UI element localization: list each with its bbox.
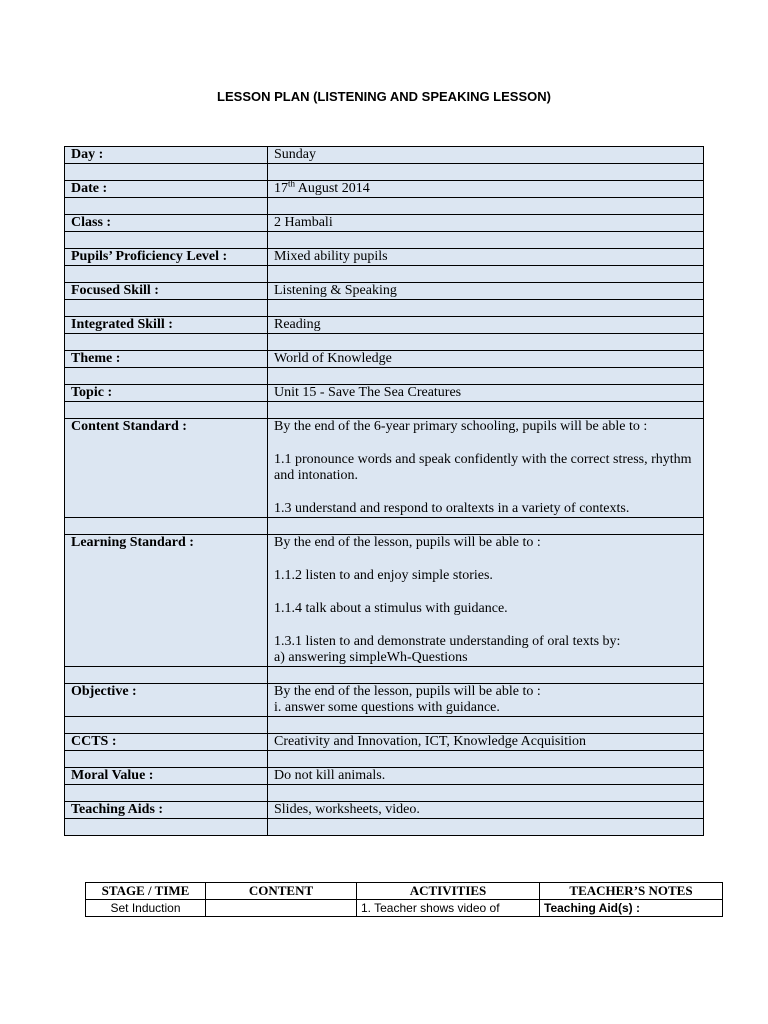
row-moral-value xyxy=(65,768,704,785)
proficiency-value: Mixed ability pupils xyxy=(268,249,704,266)
learning-standard-label: Learning Standard : xyxy=(65,535,268,667)
row-objective xyxy=(65,684,704,717)
learning-standard-line: 1.1.4 talk about a stimulus with guidance. xyxy=(274,601,508,616)
objective-line: By the end of the lesson, pupils will be able to : xyxy=(274,684,541,699)
stage-table-header xyxy=(86,883,723,900)
row-content-standard xyxy=(65,419,704,518)
date-day-number: 17 xyxy=(274,181,288,196)
theme-label: Theme : xyxy=(65,351,268,368)
ccts-label: CCTS : xyxy=(65,734,268,751)
proficiency-label: Pupils’ Proficiency Level : xyxy=(65,249,268,266)
row-proficiency xyxy=(65,249,704,266)
row-class xyxy=(65,215,704,232)
row-integrated-skill xyxy=(65,317,704,334)
cell-content xyxy=(206,900,357,917)
focused-skill-value: Listening & Speaking xyxy=(268,283,704,300)
learning-standard-line: a) answering simpleWh-Questions xyxy=(274,650,468,665)
row-teaching-aids xyxy=(65,802,704,819)
day-label: Day : xyxy=(65,147,268,164)
day-value: Sunday xyxy=(268,147,704,164)
cell-notes: Teaching Aid(s) : xyxy=(540,900,723,917)
row-learning-standard xyxy=(65,535,704,667)
integrated-skill-value: Reading xyxy=(268,317,704,334)
table-row xyxy=(86,900,723,917)
class-label: Class : xyxy=(65,215,268,232)
header-content: CONTENT xyxy=(206,883,357,900)
teaching-aids-label: Teaching Aids : xyxy=(65,802,268,819)
cell-activities: 1. Teacher shows video of xyxy=(357,900,540,917)
header-activities: ACTIVITIES xyxy=(357,883,540,900)
content-standard-value xyxy=(268,419,704,518)
learning-standard-line: 1.1.2 listen to and enjoy simple stories. xyxy=(274,568,493,583)
stage-table xyxy=(85,882,723,917)
objective-label: Objective : xyxy=(65,684,268,717)
learning-standard-line: By the end of the lesson, pupils will be able to : xyxy=(274,535,541,550)
learning-standard-line: 1.3.1 listen to and demonstrate understanding of oral texts by: xyxy=(274,634,621,649)
date-day-suffix: th xyxy=(288,178,296,189)
ccts-value: Creativity and Innovation, ICT, Knowledge Acquisition xyxy=(268,734,704,751)
content-standard-label: Content Standard : xyxy=(65,419,268,518)
focused-skill-label: Focused Skill : xyxy=(65,283,268,300)
row-theme xyxy=(65,351,704,368)
date-month-year: August 2014 xyxy=(295,181,370,196)
row-ccts xyxy=(65,734,704,751)
objective-line: i. answer some questions with guidance. xyxy=(274,700,500,715)
date-value xyxy=(268,178,704,198)
page-title: LESSON PLAN (LISTENING AND SPEAKING LESSON) xyxy=(217,89,551,104)
content-standard-line: By the end of the 6-year primary schooling, pupils will be able to : xyxy=(274,419,648,434)
date-label: Date : xyxy=(65,181,268,198)
topic-label: Topic : xyxy=(65,385,268,402)
integrated-skill-label: Integrated Skill : xyxy=(65,317,268,334)
header-teachers-notes: TEACHER’S NOTES xyxy=(540,883,723,900)
theme-value: World of Knowledge xyxy=(268,351,704,368)
row-focused-skill xyxy=(65,283,704,300)
header-stage-time: STAGE / TIME xyxy=(86,883,206,900)
content-standard-line: 1.1 pronounce words and speak confidently with the correct stress, rhythm and intonation. xyxy=(274,452,692,483)
class-value: 2 Hambali xyxy=(268,215,704,232)
row-date xyxy=(65,181,704,198)
teaching-aids-value: Slides, worksheets, video. xyxy=(268,802,704,819)
row-topic xyxy=(65,385,704,402)
moral-value-label: Moral Value : xyxy=(65,768,268,785)
row-day xyxy=(65,147,704,164)
cell-stage: Set Induction xyxy=(86,900,206,917)
topic-value: Unit 15 - Save The Sea Creatures xyxy=(268,385,704,402)
moral-value-value: Do not kill animals. xyxy=(268,768,704,785)
lesson-plan-table xyxy=(64,146,704,836)
content-standard-line: 1.3 understand and respond to oraltexts in a variety of contexts. xyxy=(274,501,630,516)
objective-value xyxy=(268,684,704,717)
learning-standard-value xyxy=(268,535,704,667)
